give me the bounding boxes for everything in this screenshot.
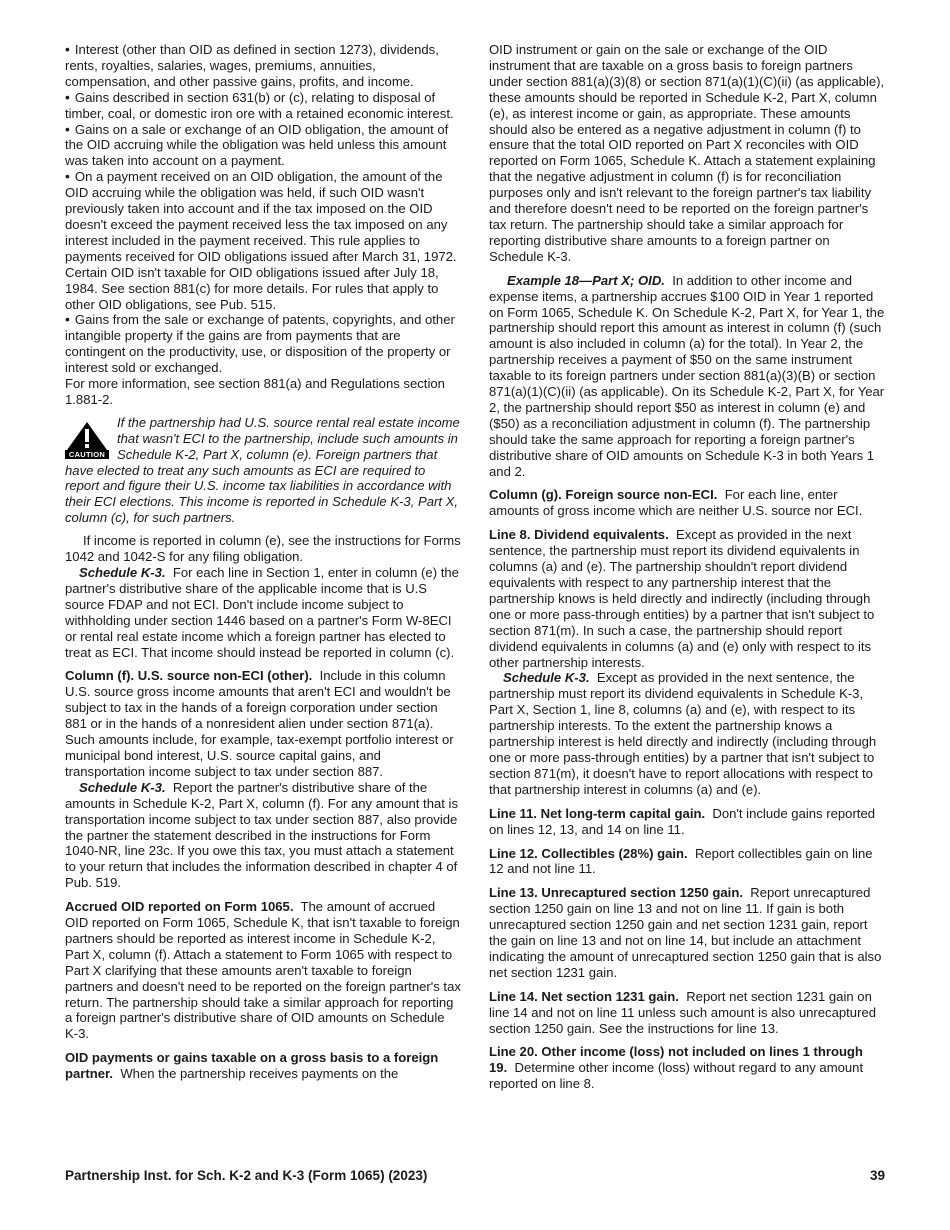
schedule-k3-heading-a: Schedule K-3. — [79, 565, 166, 580]
bullet-interest: • Interest (other than OID as defined in section 1273), dividends, rents, royalties, salaries, wages, premiums, annuities, compensation, and other passive gains, profits, and income. — [65, 42, 461, 90]
caution-label: CAUTION — [65, 450, 109, 459]
line-12-paragraph — [489, 846, 885, 878]
line-14-paragraph — [489, 989, 885, 1037]
example-18-paragraph — [489, 273, 885, 480]
column-g-text: For each line, enter amounts of gross income which are neither U.S. source nor ECI. — [489, 487, 863, 519]
line-14-heading: Line 14. Net section 1231 gain. — [489, 988, 679, 1004]
oid-continuation-paragraph: OID instrument or gain on the sale or exchange of the OID instrument that are taxable on a gross basis to foreign partners under section 881(a)(3)(8) or section 871(a)(1)(C)(ii) (as applicable), these amounts should be reported in Schedule K-2, Part X, column (e), as interest income or gain, as appropriate. These amounts should also be entered as a negative adjustment in column (f) to ensure that the total OID reported on Part X reconciles with OID reported on Form 1065, Schedule K. Attach a statement explaining that the negative adjustment in column (f) is for reconciliation purposes only and isn't relevant to the foreign partner's tax liability and therefore doesn't need to be reported on the foreign partner's tax return. The partnership should take a similar approach for reporting distributive share amounts to a foreign partner on Schedule K-3. — [489, 42, 885, 264]
column-f-heading: Column (f). U.S. source non-ECI (other). — [65, 668, 313, 684]
schedule-k3-text-c: Except as provided in the next sentence, the partnership must report its dividend equivalents in Schedule K-3, Part X, Section 1, line 8, columns (a) and (e), with respect to its partnership interests. To the extent the partnership knows a partnership interest is held directly and indirectly (including through one or more pass-through entities) by a partner that isn't subject to section 871(m), it doesn't have to report allocations with respect to that partnership interest in columns (a) and (e). — [489, 670, 877, 797]
oid-gross-basis-paragraph — [65, 1050, 461, 1082]
line-8-heading: Line 8. Dividend equivalents. — [489, 527, 669, 543]
column-f-text: Include in this column U.S. source gross income amounts that aren't ECI and wouldn't be subject to tax in the hands of a foreign corporation under section 881 or in the hands of a nonresident alien under section 871(a). Such amounts include, for example, tax-exempt portfolio interest or municipal bond interest, U.S. source capital gains, and transportation income subject to tax under section 887. — [65, 668, 454, 779]
line-8-paragraph — [489, 527, 885, 670]
line-13-text: Report unrecaptured section 1250 gain on line 13 and not on line 11. If gain is both unrecaptured section 1250 gain and net section 1231 gain, report the gain on line 13 and not on line 14, but include an attachment indicating the amount of unrecaptured section 1250 gain that is also net section 1231 gain. — [489, 885, 882, 980]
line-8-text: Except as provided in the next sentence, the partnership must report its dividend equivalents in columns (a) and (e). The partnership shouldn't report dividend equivalents with respect to any partnership interest that the partnership knows is held directly and indirectly (including through one or more pass-through entities) by a partner that isn't subject to section 871(m). In such a case, the partnership should report dividend equivalents in columns (a) and (e) only with respect to its other partnership interests. — [489, 527, 875, 670]
oid-gross-basis-text: When the partnership receives payments on the — [120, 1066, 399, 1082]
bullet-gains-631: • Gains described in section 631(b) or (c), relating to disposal of timber, coal, or domestic iron ore with a retained economic interest. — [65, 90, 461, 122]
column-g-paragraph — [489, 487, 885, 519]
page-number: 39 — [869, 1168, 885, 1183]
line-12-heading: Line 12. Collectibles (28%) gain. — [489, 845, 688, 861]
oid-gross-basis-heading: OID payments or gains taxable on a gross basis to a foreign partner. — [65, 1050, 439, 1082]
schedule-k3-text-b: Report the partner's distributive share of the amounts in Schedule K-2, Part X, column (f). For any amount that is transportation income subject to tax under section 887, also provide the partner the statement described in the instructions for Form 1040-NR, line 23c. If you owe this tax, you must attach a statement to your return that includes the information described in chapter 4 of Pub. 519. — [65, 779, 458, 891]
schedule-k3-heading-b: Schedule K-3. — [79, 779, 166, 795]
column-f-paragraph — [65, 668, 461, 779]
schedule-k3-paragraph-a — [65, 565, 461, 660]
caution-text: If the partnership had U.S. source rental real estate income that wasn't ECI to the partnership, include such amounts in Schedule K-2, Part X, column (e). Foreign partners that have elected to treat any such amounts as ECI are required to report and figure their U.S. income tax liabilities in accordance with their ECI elections. This income is reported in Schedule K-3, Part X, column (c), for such partners. — [65, 414, 460, 526]
page-footer — [65, 1168, 885, 1183]
bullet-oid-payment: • On a payment received on an OID obligation, the amount of the OID accruing while the obligation was held, if such OID wasn't previously taken into account and if the tax imposed on the OID doesn't exceed the payment received less the tax imposed on any interest included in the payment received. This rule applies to payments received for OID obligations issued after March 31, 1972. Certain OID isn't taxable for OID obligations issued after July 18, 1984. See section 881(c) for more details. For rules that apply to other OID obligations, see Pub. 515. — [65, 169, 461, 312]
schedule-k3-heading-c: Schedule K-3. — [503, 670, 590, 686]
right-column — [489, 42, 885, 1092]
line-11-text: Don't include gains reported on lines 12, 13, and 14 on line 11. — [489, 805, 876, 837]
bullet-oid-sale: • Gains on a sale or exchange of an OID obligation, the amount of the OID accruing while the obligation was held unless this amount was taken into account on a payment. — [65, 122, 461, 170]
line-20-paragraph — [489, 1044, 885, 1092]
column-e-note: If income is reported in column (e), see the instructions for Forms 1042 and 1042-S for any filing obligation. — [65, 533, 461, 565]
line-11-paragraph — [489, 806, 885, 838]
footer-title: Partnership Inst. for Sch. K-2 and K-3 (Form 1065) (2023) — [65, 1168, 428, 1183]
more-info-paragraph: For more information, see section 881(a) and Regulations section 1.881-2. — [65, 376, 445, 407]
line-14-text: Report net section 1231 gain on line 14 and not on line 11 unless such amount is also unrecaptured section 1250 gain. See the instructions for line 13. — [489, 988, 877, 1036]
line-13-paragraph — [489, 885, 885, 980]
caution-box — [65, 415, 461, 526]
column-g-heading: Column (g). Foreign source non-ECI. — [489, 487, 718, 503]
line-12-text: Report collectibles gain on line 12 and not line 11. — [489, 845, 873, 877]
example-18-text: In addition to other income and expense items, a partnership accrues $100 OID in Year 1 reported on Form 1065, Schedule K. On Schedule K-2, Part X, for Year 1, the partnership should report this amount as interest in column (f) (such amount is also included in column (a) for the total). In Year 2, the partnership receives a payment of $50 on the same instrument taxable to its foreign partners under section 881(a)(3)(B) or section 871(a)(1)(C)(ii) (as applicable). On its Schedule K-2, Part X, for Year 2, the partnership should report $50 as interest in column (e) and ($50) as a reconciliation adjustment in column (f). The partnership should take the same approach for reporting a foreign partner's distributive share of OID amounts on Schedule K-3 in both Years 1 and 2. — [489, 272, 885, 479]
caution-icon — [65, 421, 109, 459]
schedule-k3-paragraph-c — [489, 670, 885, 797]
line-20-heading: Line 20. Other income (loss) not included on lines 1 through 19. — [489, 1044, 863, 1076]
accrued-oid-text: The amount of accrued OID reported on Form 1065, Schedule K, that isn't taxable to foreign partners should be reported as interest income in Schedule K-2, Part X, column (f). Attach a statement to Form 1065 with respect to Part X clarifying that these amounts aren't taxable to foreign partners and doesn't need to be reported on the foreign partner's tax return. The partnership should take a similar approach for reporting a foreign partner's distributive share of OID amounts on Schedule K-3. — [65, 899, 461, 1042]
line-20-text: Determine other income (loss) without regard to any amount reported on line 8. — [489, 1060, 864, 1092]
line-11-heading: Line 11. Net long-term capital gain. — [489, 805, 706, 821]
left-column — [65, 42, 461, 1082]
example-18-heading: Example 18—Part X; OID. — [507, 272, 665, 288]
schedule-k3-paragraph-b — [65, 780, 461, 891]
bullet-patents: • Gains from the sale or exchange of patents, copyrights, and other intangible property if the gains are from payments that are contingent on the productivity, use, or disposition of the property or interest sold or exchanged. — [65, 312, 461, 376]
accrued-oid-heading: Accrued OID reported on Form 1065. — [65, 899, 294, 915]
schedule-k3-text-a: For each line in Section 1, enter in column (e) the partner's distributive share of the applicable income that is U.S source FDAP and not ECI. Don't include income subject to withholding under section 1446 based on a partner's Form W-8ECI or rental real estate income which a foreign partner has elected to treat as ECI. That income should instead be reported in column (c). — [65, 565, 459, 660]
line-13-heading: Line 13. Unrecaptured section 1250 gain. — [489, 885, 743, 901]
accrued-oid-paragraph — [65, 899, 461, 1042]
